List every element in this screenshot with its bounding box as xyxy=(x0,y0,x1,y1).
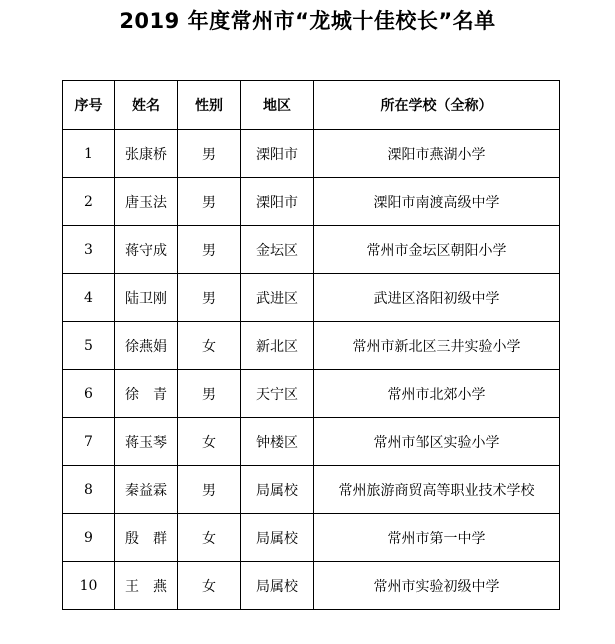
header-serial-number: 序号 xyxy=(63,81,115,130)
cell-gender: 男 xyxy=(178,178,241,226)
cell-region: 金坛区 xyxy=(241,226,314,274)
cell-gender: 男 xyxy=(178,130,241,178)
principals-table xyxy=(62,80,560,610)
cell-name: 徐 青 xyxy=(115,370,178,418)
cell-gender: 女 xyxy=(178,418,241,466)
cell-region: 钟楼区 xyxy=(241,418,314,466)
cell-region: 新北区 xyxy=(241,322,314,370)
cell-serial-number: 1 xyxy=(63,130,115,178)
table-row xyxy=(63,418,560,466)
cell-serial-number: 2 xyxy=(63,178,115,226)
cell-gender: 女 xyxy=(178,514,241,562)
cell-region: 武进区 xyxy=(241,274,314,322)
cell-serial-number: 4 xyxy=(63,274,115,322)
cell-school: 武进区洛阳初级中学 xyxy=(314,274,560,322)
table-row xyxy=(63,274,560,322)
cell-gender: 男 xyxy=(178,274,241,322)
cell-school: 常州市第一中学 xyxy=(314,514,560,562)
cell-school: 常州市新北区三井实验小学 xyxy=(314,322,560,370)
cell-name: 陆卫刚 xyxy=(115,274,178,322)
cell-name: 秦益霖 xyxy=(115,466,178,514)
cell-gender: 女 xyxy=(178,322,241,370)
cell-gender: 男 xyxy=(178,226,241,274)
cell-name: 徐燕娟 xyxy=(115,322,178,370)
cell-region: 溧阳市 xyxy=(241,130,314,178)
cell-serial-number: 6 xyxy=(63,370,115,418)
cell-school: 溧阳市南渡高级中学 xyxy=(314,178,560,226)
header-name: 姓名 xyxy=(115,81,178,130)
cell-serial-number: 9 xyxy=(63,514,115,562)
table-row xyxy=(63,370,560,418)
cell-gender: 女 xyxy=(178,562,241,610)
cell-serial-number: 5 xyxy=(63,322,115,370)
cell-name: 蒋守成 xyxy=(115,226,178,274)
header-gender: 性别 xyxy=(178,81,241,130)
cell-serial-number: 10 xyxy=(63,562,115,610)
table-row xyxy=(63,226,560,274)
cell-region: 天宁区 xyxy=(241,370,314,418)
table-row xyxy=(63,466,560,514)
table-header-row xyxy=(63,81,560,130)
cell-name: 殷 群 xyxy=(115,514,178,562)
cell-region: 局属校 xyxy=(241,562,314,610)
table-row xyxy=(63,322,560,370)
cell-name: 王 燕 xyxy=(115,562,178,610)
cell-name: 张康桥 xyxy=(115,130,178,178)
cell-school: 常州市邹区实验小学 xyxy=(314,418,560,466)
cell-region: 局属校 xyxy=(241,466,314,514)
cell-serial-number: 8 xyxy=(63,466,115,514)
cell-name: 唐玉法 xyxy=(115,178,178,226)
cell-serial-number: 3 xyxy=(63,226,115,274)
page-title: 2019 年度常州市“龙城十佳校长”名单 xyxy=(119,9,496,33)
table-row xyxy=(63,514,560,562)
table-row xyxy=(63,562,560,610)
cell-serial-number: 7 xyxy=(63,418,115,466)
header-school: 所在学校（全称） xyxy=(314,81,560,130)
cell-school: 常州市金坛区朝阳小学 xyxy=(314,226,560,274)
cell-school: 常州市北郊小学 xyxy=(314,370,560,418)
cell-name: 蒋玉琴 xyxy=(115,418,178,466)
table-row xyxy=(63,178,560,226)
cell-school: 常州市实验初级中学 xyxy=(314,562,560,610)
cell-region: 溧阳市 xyxy=(241,178,314,226)
header-region: 地区 xyxy=(241,81,314,130)
cell-region: 局属校 xyxy=(241,514,314,562)
cell-gender: 男 xyxy=(178,370,241,418)
table-row xyxy=(63,130,560,178)
cell-school: 溧阳市燕湖小学 xyxy=(314,130,560,178)
cell-gender: 男 xyxy=(178,466,241,514)
cell-school: 常州旅游商贸高等职业技术学校 xyxy=(314,466,560,514)
